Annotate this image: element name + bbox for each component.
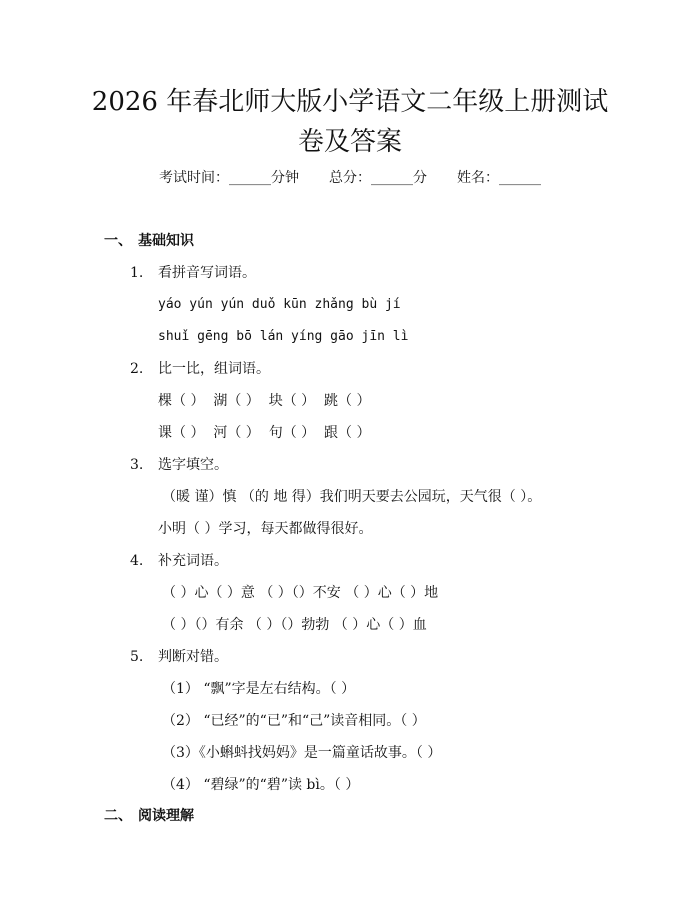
question: 1. 看拼音写词语。 — [130, 265, 256, 281]
answer-line: （4） “碧绿”的“碧”读 bì。（ ） — [162, 777, 360, 793]
answer-line: 小明（ ）学习，每天都做得很好。 — [158, 521, 373, 537]
answer-line: （1） “飘”字是左右结构。（ ） — [162, 681, 356, 697]
question: 5. 判断对错。 — [130, 649, 228, 665]
answer-line: （2） “已经”的“已”和“己”读音相同。（ ） — [162, 713, 426, 729]
question: 3. 选字填空。 — [130, 457, 228, 473]
pinyin-line: yáo yún yún duǒ kūn zhǎng bù jí — [158, 297, 401, 312]
pinyin-line: shuǐ gēng bō lán yíng gāo jīn lì — [158, 329, 409, 344]
question: 4. 补充词语。 — [130, 553, 228, 569]
title-line-1: 2026 年春北师大版小学语文二年级上册测试 — [91, 87, 609, 117]
document-title — [0, 82, 700, 162]
answer-line: （ ）心（ ）意 （ ）（）不安 （ ）心（ ）地 — [162, 585, 439, 601]
exam-time: 考试时间：______分钟 — [159, 170, 299, 186]
title-line-2: 卷及答案 — [297, 127, 402, 157]
exam-info — [0, 168, 700, 188]
answer-line: （3）《小蝌蚪找妈妈》是一篇童话故事。（ ） — [162, 745, 442, 761]
question: 2. 比一比，组词语。 — [130, 361, 270, 377]
answer-line: 课（ ） 河（ ） 句（ ） 跟（ ） — [158, 425, 371, 441]
total-score: 总分：______分 — [329, 170, 427, 186]
student-name: 姓名：______ — [457, 170, 541, 186]
answer-line: （ ）（）有余 （ ）（）勃勃 （ ）心（ ）血 — [162, 617, 427, 633]
section-heading: 一、 基础知识 — [104, 233, 194, 249]
section-heading: 二、 阅读理解 — [104, 808, 194, 824]
answer-line: 棵（ ） 湖（ ） 块（ ） 跳（ ） — [158, 393, 371, 409]
answer-line: （暖 谨）慎 （的 地 得）我们明天要去公园玩，天气很（ ）。 — [162, 489, 542, 505]
